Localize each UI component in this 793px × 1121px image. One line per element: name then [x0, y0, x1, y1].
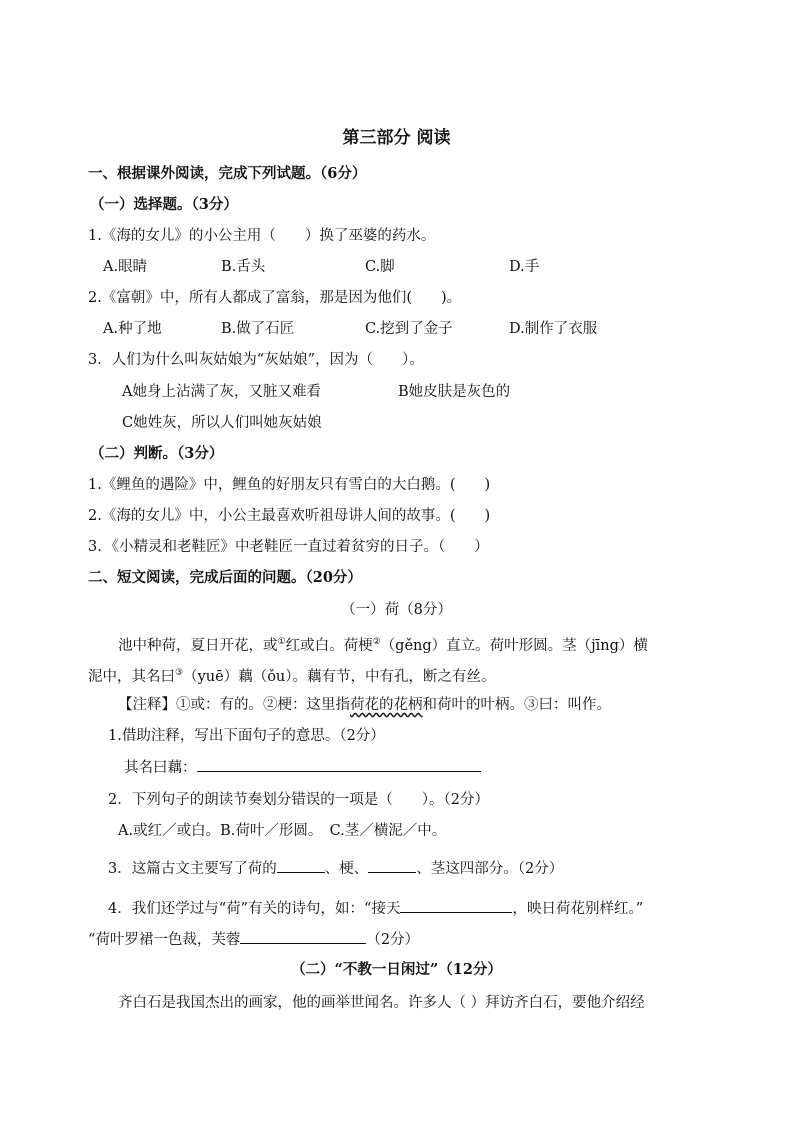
passage-question-4 — [108, 898, 643, 919]
answer-blank[interactable] — [240, 929, 366, 944]
passage-text: 池中种荷，夏日开花，或 — [118, 638, 278, 654]
answer-blank[interactable] — [197, 757, 481, 772]
q4-text: 4．我们还学过与“荷”有关的诗句，如：“接天 — [108, 901, 401, 917]
subsection-judge-heading: （二）判断。（3分） — [90, 445, 224, 462]
passage-question-1: 1.借助注释，写出下面句子的意思。（2分） — [108, 728, 385, 744]
note-marker-2: ② — [372, 637, 381, 647]
passage-1-line-1 — [118, 632, 648, 656]
q1-option-c: C.脚 — [365, 259, 395, 275]
passage-question-2: 2．下列句子的朗读节奏划分错误的一项是（ ）。（2分） — [108, 792, 489, 808]
annotation-underlined-term: 荷花的花柄 — [350, 697, 423, 713]
note-marker-1: ① — [277, 637, 286, 647]
judge-question-1: 1.《鲤鱼的遇险》中，鲤鱼的好朋友只有雪白的大白鹅。( ) — [88, 477, 491, 493]
note-marker-3: ③ — [175, 668, 184, 678]
q3-text: 、茎这四部分。（2分） — [416, 861, 564, 877]
passage-question-4-cont — [88, 929, 419, 950]
answer-blank[interactable] — [400, 898, 512, 913]
section-2-heading: 二、短文阅读，完成后面的问题。（20分） — [88, 569, 362, 586]
passage-1-title: （一）荷（8分） — [341, 602, 452, 618]
annotation-text: 和荷叶的叶柄。③曰：叫作。 — [422, 697, 611, 713]
passage-2-title: （二）“不教一日闲过”（12分） — [291, 961, 502, 978]
q3-text: 、梗、 — [324, 861, 369, 877]
passage-1-line-2 — [88, 663, 496, 687]
passage-2-line-1: 齐白石是我国杰出的画家，他的画举世闻名。许多人（ ）拜访齐白石，要他介绍经 — [118, 995, 645, 1011]
judge-question-3: 3．《小精灵和老鞋匠》中老鞋匠一直过着贫穷的日子。（ ） — [88, 539, 489, 555]
passage-text: 泥中，其名曰 — [88, 669, 175, 685]
q1-sentence: 其名曰藕： — [124, 760, 197, 776]
q3-option-c: C她姓灰，所以人们叫她灰姑娘 — [122, 415, 322, 431]
q4-text: ，映日荷花别样红。” — [512, 901, 644, 917]
q2-option-a: A.种了地 — [103, 321, 162, 337]
q2-option-d: D.制作了衣服 — [509, 321, 598, 337]
q4-score: （2分） — [366, 932, 420, 948]
q2-options: A.或红／或白。B.荷叶／形圆。 C.茎／横泥／中。 — [118, 823, 447, 839]
passage-text: （yuē）藕（ǒu）。藕有节，中有孔，断之有丝。 — [183, 669, 496, 685]
passage-text: （gěng）直立。荷叶形圆。茎（jīng）横 — [380, 638, 648, 654]
q3-text: 3．这篇古文主要写了荷的 — [108, 861, 277, 877]
annotation-text: 【注释】①或：有的。②梗：这里指 — [118, 697, 350, 713]
annotation-line — [118, 695, 611, 715]
answer-blank[interactable] — [277, 858, 325, 873]
subsection-choice-heading: （一）选择题。（3分） — [90, 196, 238, 213]
section-1-heading: 一、根据课外阅读，完成下列试题。（6分） — [88, 165, 367, 182]
choice-question-2: 2.《富朝》中，所有人都成了富翁，那是因为他们( )。 — [88, 290, 462, 306]
q3-option-a: A她身上沾满了灰，又脏又难看 — [122, 384, 321, 400]
q1-option-d: D.手 — [509, 259, 540, 275]
page-title: 第三部分 阅读 — [342, 128, 451, 148]
passage-text: 红或白。荷梗 — [285, 638, 373, 654]
choice-question-1: 1.《海的女儿》的小公主用（ ）换了巫婆的药水。 — [88, 228, 436, 244]
q1-option-a: A.眼睛 — [103, 259, 148, 275]
answer-blank[interactable] — [368, 858, 416, 873]
q3-option-b: B她皮肤是灰色的 — [398, 384, 511, 400]
choice-question-3: 3．人们为什么叫灰姑娘为“灰姑娘”，因为（ ）。 — [88, 352, 424, 368]
q2-option-b: B.做了石匠 — [221, 321, 295, 337]
passage-question-3 — [108, 858, 563, 879]
q2-option-c: C.挖到了金子 — [365, 321, 453, 337]
q1-option-b: B.舌头 — [221, 259, 266, 275]
q1-answer-line — [124, 757, 481, 778]
q4-text: “荷叶罗裙一色裁，芙蓉 — [88, 932, 241, 948]
judge-question-2: 2.《海的女儿》中，小公主最喜欢听祖母讲人间的故事。( ) — [88, 508, 491, 524]
